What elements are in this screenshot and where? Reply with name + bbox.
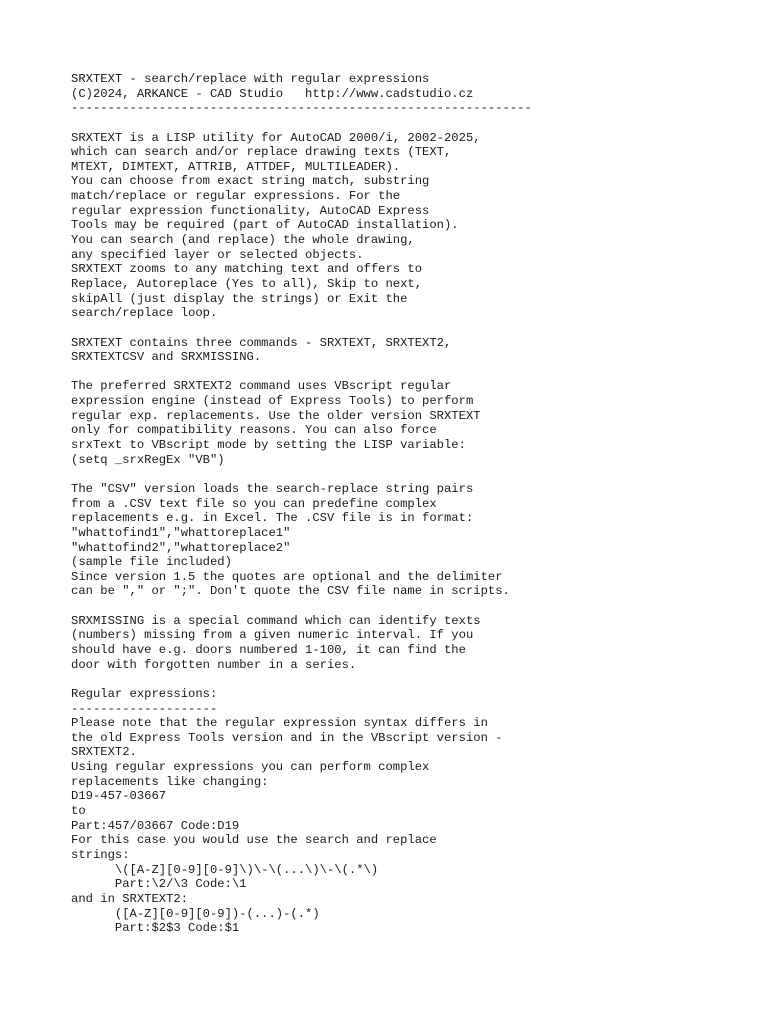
text-line: SRXTEXT zooms to any matching text and offers to [71, 262, 423, 277]
text-line: Tools may be required (part of AutoCAD installation). [71, 218, 459, 233]
text-line: The preferred SRXTEXT2 command uses VBscript regular [71, 379, 452, 394]
text-line: Part:$2$3 Code:$1 [71, 921, 240, 936]
text-line: can be "," or ";". Don't quote the CSV file name in scripts. [71, 584, 510, 599]
text-line: You can choose from exact string match, substring [71, 174, 430, 189]
text-line: which can search and/or replace drawing texts (TEXT, [71, 145, 452, 160]
text-line: replacements like changing: [71, 774, 269, 789]
text-line: Part:\2/\3 Code:\1 [71, 877, 247, 892]
text-line: Please note that the regular expression syntax differs in [71, 716, 488, 731]
text-line: (sample file included) [71, 555, 232, 570]
text-line: Regular expressions: [71, 686, 218, 701]
text-line: Replace, Autoreplace (Yes to all), Skip to next, [71, 276, 423, 291]
text-line [71, 116, 751, 131]
text-line: search/replace loop. [71, 306, 218, 321]
text-line: MTEXT, DIMTEXT, ATTRIB, ATTDEF, MULTILEADER). [71, 159, 401, 174]
text-line: regular exp. replacements. Use the older version SRXTEXT [71, 408, 481, 423]
text-line: skipAll (just display the strings) or Exit the [71, 291, 408, 306]
text-line [71, 365, 751, 380]
text-line: (setq _srxRegEx "VB") [71, 452, 225, 467]
text-line: Part:457/03667 Code:D19 [71, 818, 240, 833]
text-line: match/replace or regular expressions. For the [71, 189, 401, 204]
text-line: door with forgotten number in a series. [71, 657, 357, 672]
text-line: the old Express Tools version and in the VBscript version - [71, 730, 503, 745]
text-line: from a .CSV text file so you can predefine complex [71, 496, 437, 511]
text-line [71, 672, 751, 687]
text-line: expression engine (instead of Express Tools) to perform [71, 394, 474, 409]
document-text [71, 72, 751, 936]
text-line: srxText to VBscript mode by setting the LISP variable: [71, 438, 466, 453]
text-line: to [71, 804, 86, 819]
text-line: replacements e.g. in Excel. The .CSV file is in format: [71, 511, 474, 526]
text-line: strings: [71, 847, 130, 862]
text-line: any specified layer or selected objects. [71, 247, 364, 262]
text-line: only for compatibility reasons. You can also force [71, 423, 437, 438]
text-line: "whattofind1","whattoreplace1" [71, 525, 291, 540]
text-line: ([A-Z][0-9][0-9])-(...)-(.*) [71, 906, 320, 921]
text-line: SRXMISSING is a special command which can identify texts [71, 613, 481, 628]
text-line [71, 467, 751, 482]
text-line: For this case you would use the search and replace [71, 833, 437, 848]
text-line: should have e.g. doors numbered 1-100, it can find the [71, 642, 466, 657]
text-line: SRXTEXT - search/replace with regular expressions [71, 72, 430, 86]
text-line: -------------------- [71, 701, 218, 716]
text-line: regular expression functionality, AutoCAD Express [71, 203, 430, 218]
text-line: --------------------------------------------------------------- [71, 101, 532, 116]
text-line: You can search (and replace) the whole drawing, [71, 233, 415, 248]
text-line: SRXTEXT contains three commands - SRXTEXT, SRXTEXT2, [71, 335, 452, 350]
text-line: Since version 1.5 the quotes are optional and the delimiter [71, 569, 503, 584]
text-line: SRXTEXTCSV and SRXMISSING. [71, 350, 262, 365]
text-line: \([A-Z][0-9][0-9]\)\-\(...\)\-\(.*\) [71, 862, 379, 877]
text-line: and in SRXTEXT2: [71, 891, 189, 906]
text-line: D19-457-03667 [71, 789, 167, 804]
text-line: SRXTEXT2. [71, 745, 137, 760]
text-line: Using regular expressions you can perform complex [71, 760, 430, 775]
text-line: The "CSV" version loads the search-replace string pairs [71, 481, 474, 496]
text-line [71, 321, 751, 336]
text-line [71, 599, 751, 614]
text-line: SRXTEXT is a LISP utility for AutoCAD 2000/i, 2002-2025, [71, 130, 481, 145]
text-line: (numbers) missing from a given numeric interval. If you [71, 628, 474, 643]
text-line: "whattofind2","whattoreplace2" [71, 540, 291, 555]
text-line: (C)2024, ARKANCE - CAD Studio http://www.cadstudio.cz [71, 86, 474, 101]
